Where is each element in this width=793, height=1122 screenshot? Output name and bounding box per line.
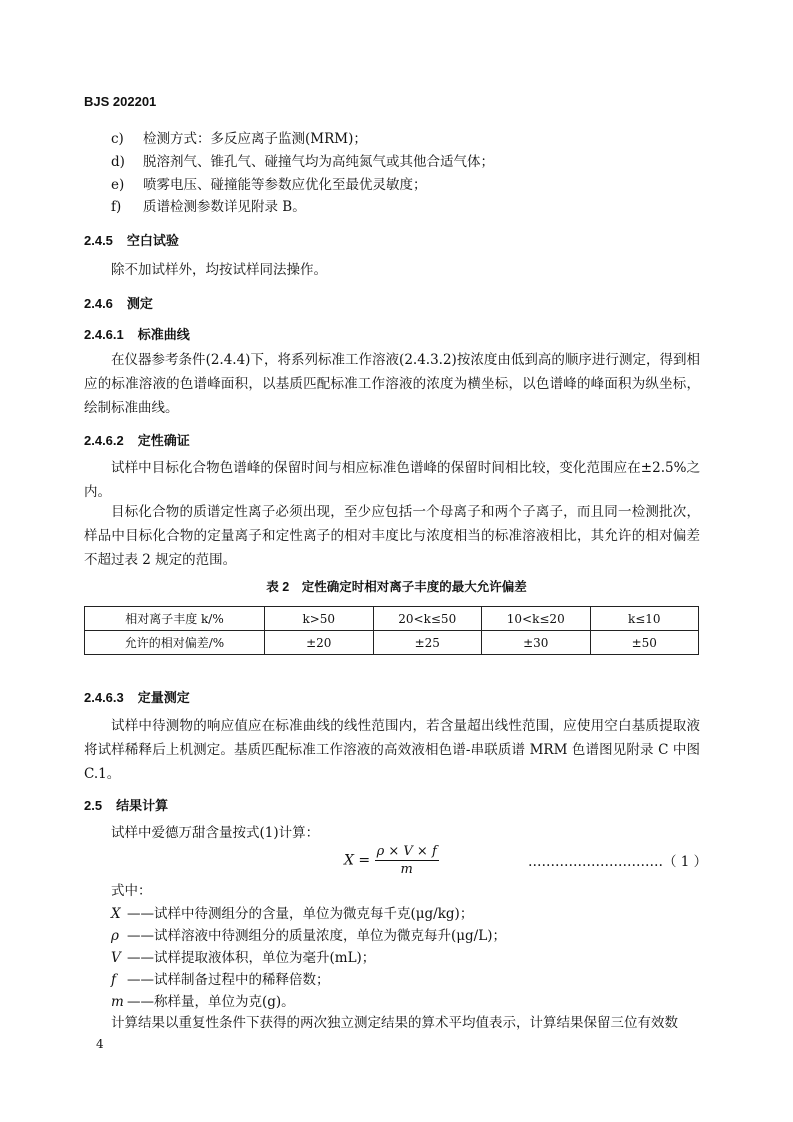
variable-description: ——试样溶液中待测组分的质量浓度，单位为微克每升(μg/L)；	[127, 928, 506, 944]
table-cell: 允许的相对偏差/%	[85, 631, 265, 655]
variable-symbol: f	[111, 972, 116, 988]
section-number: 2.5	[84, 798, 103, 813]
variable-description: ——称样量，单位为克(g)。	[127, 994, 295, 1010]
variable-definition	[111, 926, 506, 946]
section-number: 2.4.6	[84, 296, 113, 311]
section-number: 2.4.5	[84, 233, 113, 248]
list-text: 检测方式：多反应离子监测(MRM)；	[143, 131, 367, 147]
section-title: 结果计算	[116, 798, 169, 813]
variable-definition	[111, 970, 330, 990]
table-cell: k>50	[265, 607, 374, 631]
section-heading-2-4-5	[84, 230, 179, 249]
result-expression-text: 计算结果以重复性条件下获得的两次独立测定结果的算术平均值表示，计算结果保留三位有效数	[111, 1015, 678, 1031]
table-cell: k≤10	[590, 607, 699, 631]
formula-denominator: m	[400, 862, 413, 877]
section-title: 定量测定	[137, 690, 190, 705]
formula-number: …………………………（ 1 ）	[528, 854, 708, 870]
list-label: e)	[111, 177, 125, 193]
section-number: 2.4.6.3	[84, 690, 124, 705]
formula-lhs: X =	[344, 852, 371, 869]
variable-symbol: ρ	[111, 928, 119, 944]
variable-symbol: m	[111, 994, 124, 1010]
qualitative-paragraph-2: 目标化合物的质谱定性离子必须出现，至少应包括一个母离子和两个子离子，而且同一检测批次，样品中目标化合物的定量离子和定性离子的相对丰度比与浓度相当的标准溶液相比，其允许的相对偏差不超过表 2 规定的范围。	[84, 504, 700, 568]
variable-definition	[111, 948, 375, 968]
list-label: c)	[111, 131, 124, 147]
quantitative-paragraph: 试样中待测物的响应值应在标准曲线的线性范围内，若含量超出线性范围，应使用空白基质提取液将试样稀释后上机测定。基质匹配标准工作溶液的高效液相色谱-串联质谱 MRM 色谱图见附录 C 中图 C.1。	[84, 718, 700, 782]
table-cell: ±20	[265, 631, 374, 655]
list-item-e	[111, 175, 427, 195]
list-text: 脱溶剂气、锥孔气、碰撞气均为高纯氮气或其他合适气体；	[143, 154, 494, 170]
formula-fraction	[375, 844, 439, 877]
variable-description: ——试样制备过程中的稀释倍数；	[127, 972, 330, 988]
document-code: BJS 202201	[84, 94, 157, 109]
table-cell: 20<k≤50	[373, 607, 482, 631]
where-label: 式中：	[111, 883, 152, 899]
section-heading-2-4-6-1	[84, 324, 190, 343]
table-cell: 相对离子丰度 k/%	[85, 607, 265, 631]
list-item-d	[111, 152, 494, 172]
page-number: 4	[96, 1037, 104, 1051]
section-heading-2-4-6-2	[84, 430, 190, 449]
section-number: 2.4.6.1	[84, 327, 124, 342]
table-row	[85, 631, 699, 655]
table-caption: 表 2 定性确定时相对离子丰度的最大允许偏差	[266, 580, 527, 594]
section-heading-2-4-6	[84, 293, 153, 312]
table-cell: ±30	[482, 631, 591, 655]
blank-test-text: 除不加试样外，均按试样同法操作。	[111, 262, 327, 278]
standard-curve-paragraph: 在仪器参考条件(2.4.4)下，将系列标准工作溶液(2.4.3.2)按浓度由低到高的顺序进行测定，得到相应的标准溶液的色谱峰面积，以基质匹配标准工作溶液的浓度为横坐标，以色谱峰的峰面积为纵坐标，绘制标准曲线。	[84, 352, 700, 416]
formula-numerator: ρ × V × f	[376, 844, 437, 859]
table-row	[85, 607, 699, 631]
ion-abundance-table	[84, 606, 699, 655]
formula-intro: 试样中爱德万甜含量按式(1)计算：	[111, 825, 320, 841]
list-item-c	[111, 129, 367, 149]
variable-symbol: V	[111, 950, 121, 966]
list-label: f)	[111, 199, 122, 215]
variable-symbol: X	[111, 906, 121, 922]
variable-description: ——试样中待测组分的含量，单位为微克每千克(μg/kg)；	[127, 906, 474, 922]
qualitative-paragraph-1: 试样中目标化合物色谱峰的保留时间与相应标准色谱峰的保留时间相比较，变化范围应在±2.5%之内。	[84, 460, 700, 500]
formula	[344, 844, 439, 877]
variable-definition	[111, 992, 295, 1012]
list-label: d)	[111, 154, 125, 170]
list-text: 喷雾电压、碰撞能等参数应优化至最优灵敏度；	[143, 177, 427, 193]
section-number: 2.4.6.2	[84, 433, 124, 448]
section-heading-2-5	[84, 795, 168, 814]
section-title: 空白试验	[126, 233, 179, 248]
table-cell: 10<k≤20	[482, 607, 591, 631]
variable-description: ——试样提取液体积，单位为毫升(mL)；	[127, 950, 376, 966]
table-cell: ±25	[373, 631, 482, 655]
table-cell: ±50	[590, 631, 699, 655]
section-title: 定性确证	[137, 433, 190, 448]
list-item-f	[111, 197, 306, 217]
list-text: 质谱检测参数详见附录 B。	[143, 199, 306, 215]
section-title: 测定	[126, 296, 153, 311]
section-title: 标准曲线	[137, 327, 190, 342]
section-heading-2-4-6-3	[84, 687, 190, 706]
variable-definition	[111, 904, 473, 924]
